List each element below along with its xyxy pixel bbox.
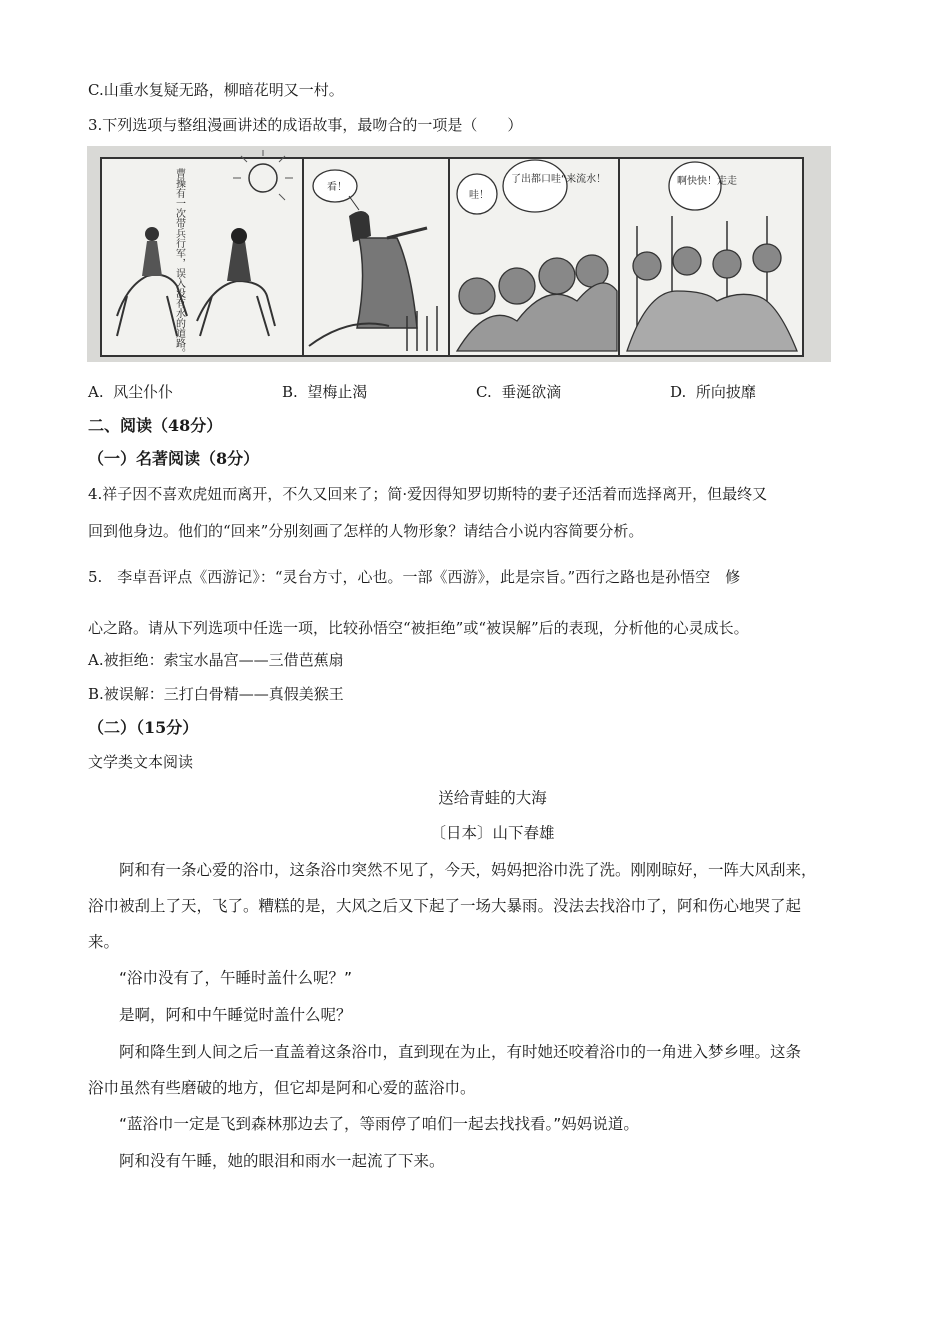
option-d-label: D. bbox=[670, 383, 687, 401]
option-b-label: B. bbox=[282, 383, 298, 401]
option-c-label: C. bbox=[476, 383, 492, 401]
story-p3: 是啊，阿和中午睡觉时盖什么呢？ bbox=[88, 1006, 352, 1024]
story-p6: 阿和没有午睡，她的眼泪和雨水一起流了下来。 bbox=[88, 1152, 445, 1170]
panel3-bubble-b: 了出都口哇“来流水！ bbox=[511, 174, 607, 185]
option-d-text: 所向披靡 bbox=[695, 383, 756, 401]
option-a-text: 风尘仆仆 bbox=[113, 383, 174, 401]
option-d[interactable] bbox=[670, 382, 756, 402]
question-3: 3.下列选项与整组漫画讲述的成语故事，最吻合的一项是（ ） bbox=[88, 116, 523, 134]
comic-strip-image bbox=[87, 146, 831, 362]
question-5-line-2: 心之路。请从下列选项中任选一项，比较孙悟空“被拒绝”或“被误解”后的表现，分析他的心灵成长。 bbox=[88, 619, 749, 637]
question-4-line-1: 4.祥子因不喜欢虎妞而离开，不久又回来了；简·爱因得知罗切斯特的妻子还活着而选择离开，但最终又 bbox=[88, 485, 768, 503]
question-5-option-a: A.被拒绝：索宝水晶宫——三借芭蕉扇 bbox=[88, 651, 344, 669]
option-a-label: A. bbox=[88, 383, 104, 401]
question-5-option-b: B.被误解：三打白骨精——真假美猴王 bbox=[88, 685, 344, 703]
story-p4-line-1: 阿和降生到人间之后一直盖着这条浴巾，直到现在为止，有时她还咬着浴巾的一角进入梦乡哩。这条 bbox=[88, 1043, 802, 1061]
option-c-line: C.山重水复疑无路，柳暗花明又一村。 bbox=[88, 81, 344, 99]
story-p5: “蓝浴巾一定是飞到森林那边去了，等雨停了咱们一起去找找看。”妈妈说道。 bbox=[88, 1115, 639, 1133]
question-5-line-1: 5. 李卓吾评点《西游记》：“灵台方寸，心也。一部《西游》，此是宗旨。”西行之路也是孙悟空 修 bbox=[88, 568, 741, 586]
option-a[interactable] bbox=[88, 382, 173, 402]
section-2-heading: 二、阅读（48分） bbox=[88, 416, 223, 435]
story-title: 送给青蛙的大海 bbox=[438, 789, 547, 807]
text-type-label: 文学类文本阅读 bbox=[88, 753, 194, 771]
story-p1-line-2: 浴巾被刮上了天，飞了。糟糕的是，大风之后又下起了一场大暴雨。没法去找浴巾了，阿和伤心地哭了起 bbox=[88, 897, 802, 915]
story-p1-line-3: 来。 bbox=[88, 933, 120, 951]
story-author: 〔日本〕山下春雄 bbox=[430, 824, 555, 842]
option-b[interactable] bbox=[282, 382, 367, 402]
story-p1-line-1: 阿和有一条心爱的浴巾，这条浴巾突然不见了，今天，妈妈把浴巾洗了洗。刚刚晾好，一阵大风刮来， bbox=[88, 861, 817, 879]
panel2-bubble: 看！ bbox=[327, 182, 347, 193]
story-p4-line-2: 浴巾虽然有些磨破的地方，但它却是阿和心爱的蓝浴巾。 bbox=[88, 1079, 476, 1097]
question-4-line-2: 回到他身边。他们的“回来”分别刻画了怎样的人物形象？请结合小说内容简要分析。 bbox=[88, 522, 644, 540]
section-2-2-heading: （二）（15分） bbox=[88, 718, 199, 737]
story-p2: “浴巾没有了，午睡时盖什么呢？” bbox=[88, 969, 353, 987]
panel1-caption: 曹操有一次带兵行军，误入没有水的道路。 bbox=[173, 168, 185, 358]
panel4-bubble: 啊快快！走走 bbox=[677, 176, 737, 187]
section-2-1-heading: （一）名著阅读（8分） bbox=[88, 449, 260, 468]
panel3-bubble-a: 哇！ bbox=[469, 190, 489, 201]
option-c[interactable] bbox=[476, 382, 561, 402]
option-b-text: 望梅止渴 bbox=[307, 383, 368, 401]
option-c-text: 垂涎欲滴 bbox=[501, 383, 562, 401]
